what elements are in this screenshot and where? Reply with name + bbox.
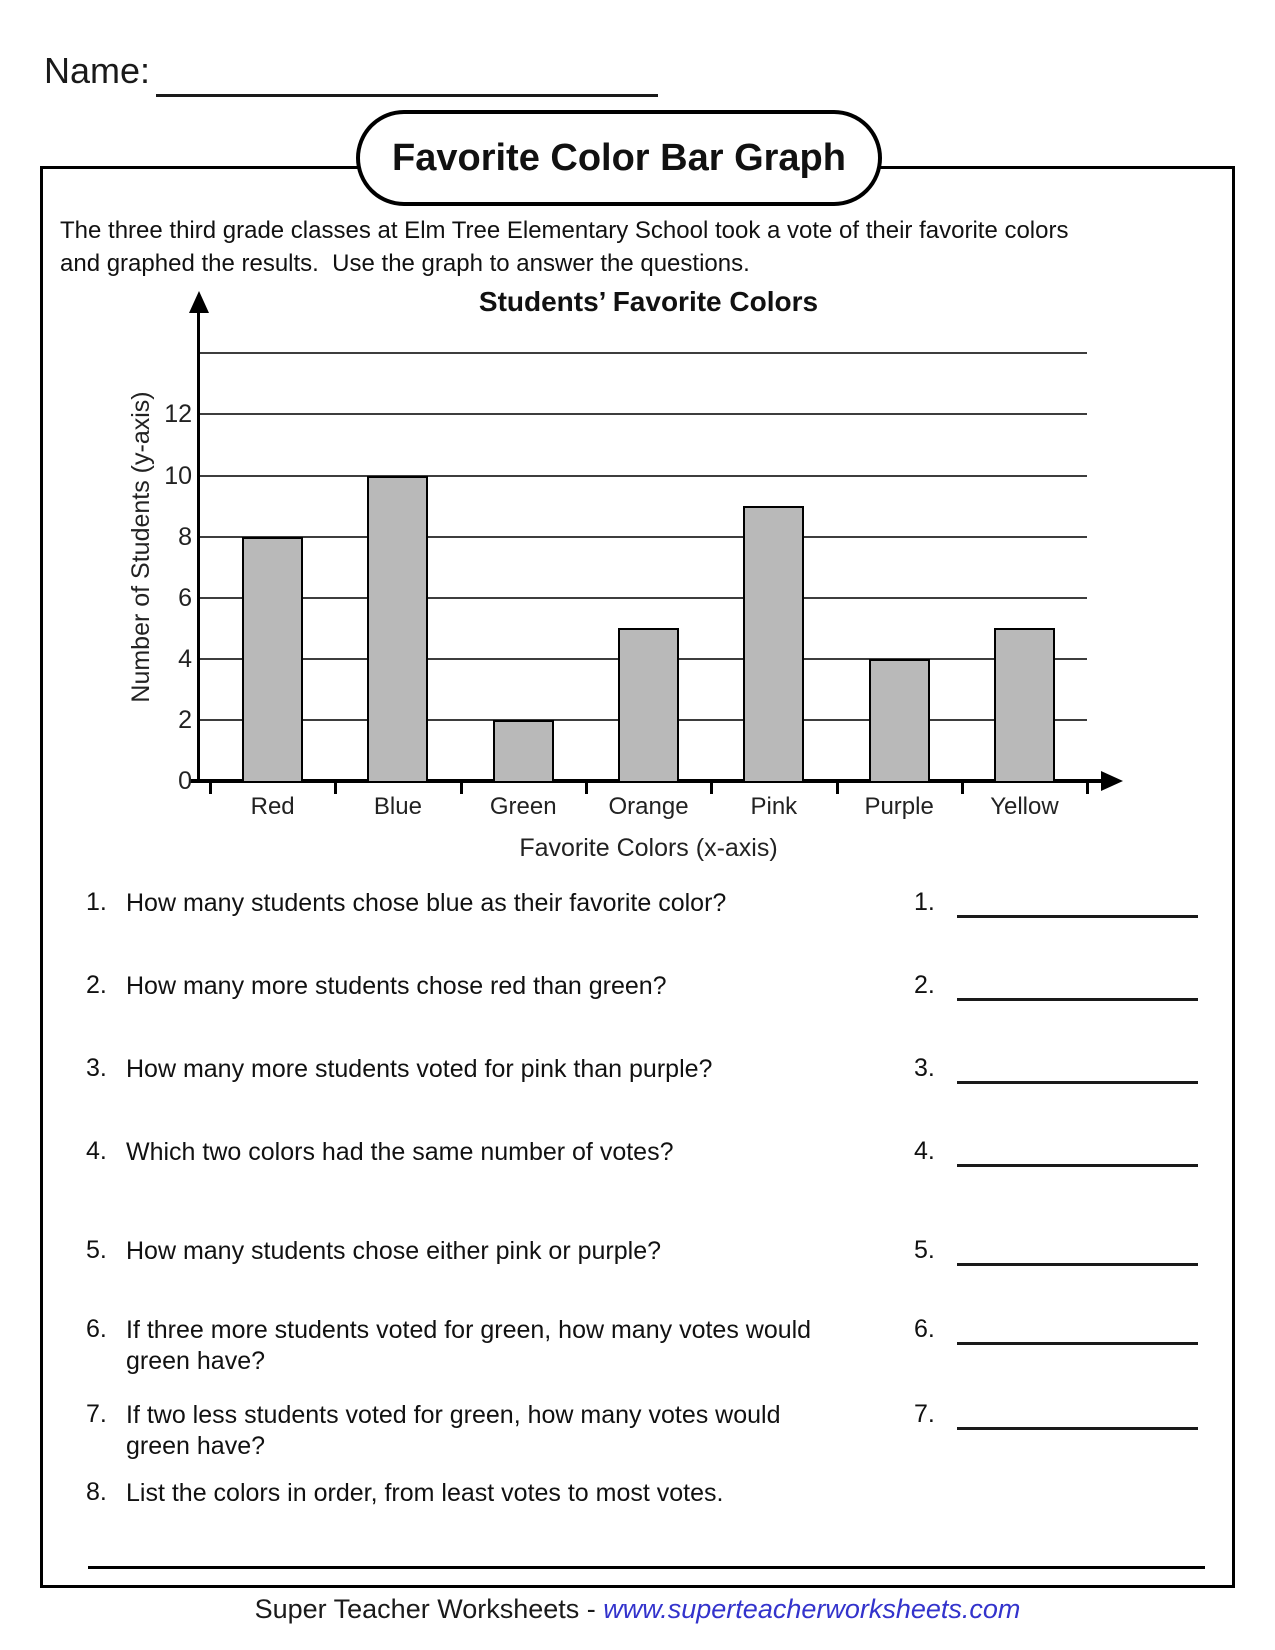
y-tick-label-2: 2 [178,705,192,734]
x-axis-arrow-icon [1101,771,1123,791]
y-axis-arrow-icon [189,291,209,313]
question-number: 3. [86,1054,107,1082]
gridline-10 [200,475,1087,477]
y-axis-label: Number of Students (y-axis) [127,391,155,703]
answer-blank[interactable] [957,1427,1198,1430]
bar-blue [367,476,428,782]
answer-number: 2. [914,971,935,999]
y-tick-label-0: 0 [178,767,192,795]
answer-number: 3. [914,1054,935,1082]
y-axis-line [197,310,200,782]
question-text [126,1400,926,1462]
bar-orange [618,628,679,781]
intro-line-2: and graphed the results. Use the graph to answer the questions. [60,250,750,277]
answer-number: 4. [914,1137,935,1165]
bar-green [493,720,554,781]
x-category-label-yellow: Yellow [990,793,1059,820]
question-text-line: List the colors in order, from least votes to most votes. [126,1479,724,1507]
x-tick-7 [1086,781,1089,794]
gridline-8 [200,536,1087,538]
footer-divider [88,1566,1205,1569]
question-number: 7. [86,1400,107,1428]
question-text [126,1236,926,1267]
x-category-label-blue: Blue [373,793,422,820]
answer-number: 6. [914,1315,935,1343]
answer-number: 1. [914,888,935,916]
answer-blank[interactable] [957,915,1198,918]
answer-blank[interactable] [957,1164,1198,1167]
question-text-line: How many more students chose red than green? [126,972,667,1000]
y-tick-label-6: 6 [178,583,192,612]
question-number: 4. [86,1137,107,1165]
x-tick-4 [710,781,713,794]
chart-title: Students’ Favorite Colors [478,286,819,317]
answer-blank[interactable] [957,1081,1198,1084]
question-text-line: How many more students voted for pink than purple? [126,1055,713,1083]
x-tick-3 [585,781,588,794]
question-text [126,888,926,919]
y-tick-label-8: 8 [178,522,192,551]
name-write-in-line[interactable] [156,94,658,97]
bar-red [242,537,303,781]
bar-purple [869,659,930,781]
x-category-label-orange: Orange [608,793,689,820]
intro-text [60,214,1068,280]
name-label: Name: [44,50,151,91]
intro-line-1: The three third grade classes at Elm Tree Elementary School took a vote of their favorite colors [60,217,1069,244]
y-tick-label-4: 4 [178,644,192,673]
x-axis-label: Favorite Colors (x-axis) [519,834,778,862]
x-category-label-red: Red [250,793,295,820]
bar-yellow [994,628,1055,781]
answer-blank[interactable] [957,1342,1198,1345]
answer-blank[interactable] [957,998,1198,1001]
question-text [126,1315,926,1377]
question-number: 1. [86,888,107,916]
question-text [126,1137,926,1168]
question-text [126,1054,926,1085]
worksheet-title-box [356,110,882,206]
bar-pink [743,506,804,781]
answer-blank[interactable] [957,1263,1198,1266]
x-category-label-purple: Purple [864,793,934,820]
question-text-line: If two less students voted for green, how many votes would [126,1401,781,1429]
y-tick-label-12: 12 [164,400,192,429]
answer-number: 5. [914,1236,935,1264]
x-tick-1 [334,781,337,794]
answer-number: 7. [914,1400,935,1428]
gridline-12 [200,413,1087,415]
question-text [126,971,926,1002]
footer-site-name: Super Teacher Worksheets - [254,1594,604,1624]
gridline-6 [200,597,1087,599]
question-text-line: How many students chose either pink or purple? [126,1237,662,1265]
x-tick-6 [961,781,964,794]
x-tick-5 [836,781,839,794]
x-category-label-green: Green [489,793,557,820]
x-tick-2 [460,781,463,794]
gridline-14 [200,352,1087,354]
question-text-line: Which two colors had the same number of votes? [126,1138,674,1166]
question-text-line: green have? [126,1347,266,1375]
question-text-line: If three more students voted for green, how many votes would [126,1316,812,1344]
y-tick-label-10: 10 [164,461,192,490]
question-text [126,1478,926,1509]
x-category-label-pink: Pink [750,793,798,820]
question-number: 8. [86,1478,107,1506]
worksheet-title: Favorite Color Bar Graph [392,136,846,179]
x-tick-0 [209,781,212,794]
question-text-line: How many students chose blue as their favorite color? [126,889,727,917]
question-number: 2. [86,971,107,999]
question-number: 6. [86,1315,107,1343]
footer-text [0,1594,1275,1625]
footer-site-link[interactable]: www.superteacherworksheets.com [603,1594,1021,1624]
question-text-line: green have? [126,1432,266,1460]
question-number: 5. [86,1236,107,1264]
